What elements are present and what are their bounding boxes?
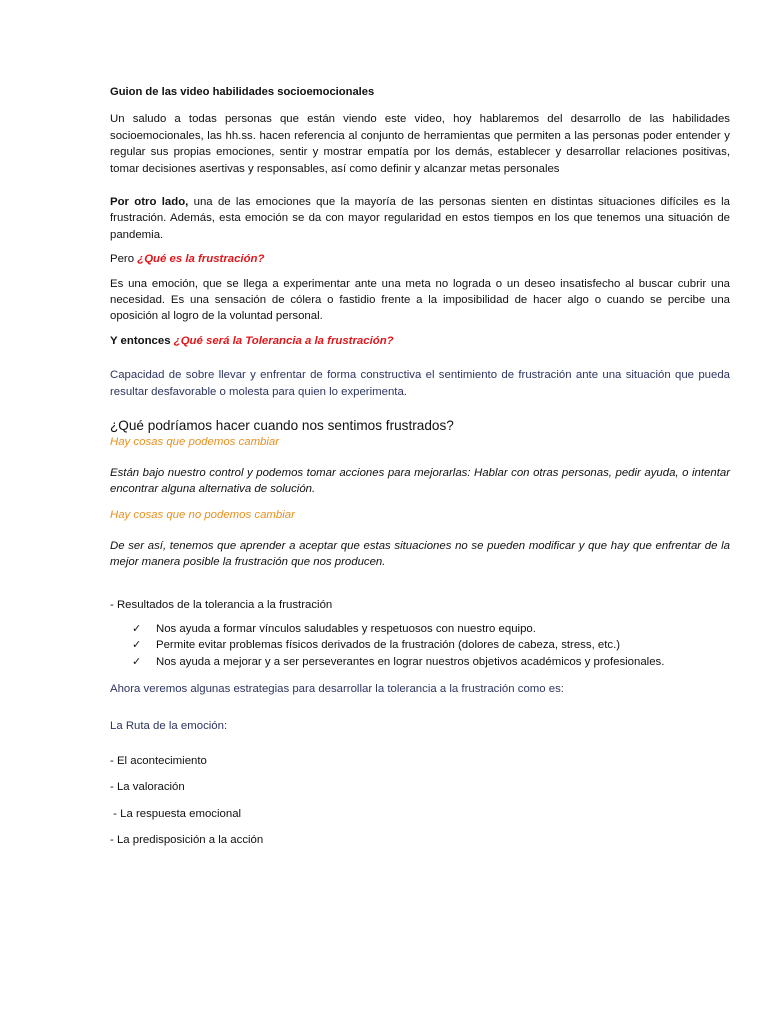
list-item <box>110 621 730 637</box>
frustration-lead: Por otro lado, <box>110 196 189 209</box>
question-frustration <box>110 251 730 267</box>
document-page <box>110 84 730 859</box>
list-item <box>110 654 730 670</box>
frustration-text: una de las emociones que la mayoría de las personas sienten en distintas situaciones difíciles es la frustración. Además, esta emoción se da con mayor regularidad en estos tiempos en los que tenemos una situación de pandemia. <box>110 196 730 241</box>
route-heading: La Ruta de la emoción: <box>110 719 228 732</box>
list-item <box>110 637 730 653</box>
cannot-change-text: De ser así, tenemos que aprender a aceptar que estas situaciones no se pueden modificar y que hay que enfrentar de la mejor manera posible la frustración que nos producen. <box>110 539 730 569</box>
question-frustration-prefix: Pero <box>110 253 138 266</box>
strategies-intro: Ahora veremos algunas estrategias para desarrollar la tolerancia a la frustración como es: <box>110 683 564 696</box>
check-icon: ✓ <box>132 639 142 652</box>
question-frustration-text: ¿Qué es la frustración? <box>137 253 265 266</box>
result-item-text: Permite evitar problemas físicos derivados de la frustración (dolores de cabeza, stress, etc.) <box>156 639 621 652</box>
route-step: - El acontecimiento <box>110 754 207 767</box>
document-title: Guion de las video habilidades socioemocionales <box>110 86 375 98</box>
route-step: - La valoración <box>110 781 185 794</box>
tolerance-definition: Capacidad de sobre llevar y enfrentar de forma constructiva el sentimiento de frustración ante una situación que pueda resultar desfavorable o molesta para quien lo experimenta. <box>110 369 730 398</box>
result-item-text: Nos ayuda a formar vínculos saludables y respetuosos con nuestro equipo. <box>156 622 536 635</box>
intro-paragraph: Un saludo a todas personas que están viendo este video, hoy hablaremos del desarrollo de las habilidades socioemocionales, las hh.ss. hacen referencia al conjunto de herramientas que permiten a las personas poder entender y regular sus propias emociones, sentir y mostrar empatía por los demás, establecer y desarrollar relaciones positivas, tomar decisiones asertivas y responsables, así como definir y alcanzar metas personales <box>110 113 730 175</box>
route-step: - La predisposición a la acción <box>110 834 264 847</box>
check-icon: ✓ <box>132 655 142 668</box>
frustration-definition: Es una emoción, que se llega a experimentar ante una meta no lograda o un deseo insatisfecho al buscar cubrir una necesidad. Es una sensación de cólera o fastidio frente a la imposibilidad de hacer algo o cuando se percibe una oposición al logro de la voluntad personal. <box>110 277 730 323</box>
what-to-do-heading: ¿Qué podríamos hacer cuando nos sentimos frustrados? <box>110 418 454 434</box>
check-icon: ✓ <box>132 622 142 635</box>
question-tolerance <box>110 333 730 349</box>
result-item-text: Nos ayuda a mejorar y a ser perseverantes en lograr nuestros objetivos académicos y profesionales. <box>156 655 665 668</box>
can-change-text: Están bajo nuestro control y podemos tomar acciones para mejorarlas: Hablar con otras personas, pedir ayuda, o intentar encontrar alguna alternativa de solución. <box>110 466 730 495</box>
route-step: - La respuesta emocional <box>110 807 242 820</box>
can-change-label: Hay cosas que podemos cambiar <box>110 436 280 449</box>
cannot-change-label: Hay cosas que no podemos cambiar <box>110 509 295 522</box>
frustration-paragraph <box>110 194 730 243</box>
results-list <box>110 621 730 670</box>
results-heading: - Resultados de la tolerancia a la frustración <box>110 598 333 611</box>
question-tolerance-text: ¿Qué será la Tolerancia a la frustración? <box>173 334 394 347</box>
question-tolerance-prefix: Y entonces <box>110 334 174 347</box>
